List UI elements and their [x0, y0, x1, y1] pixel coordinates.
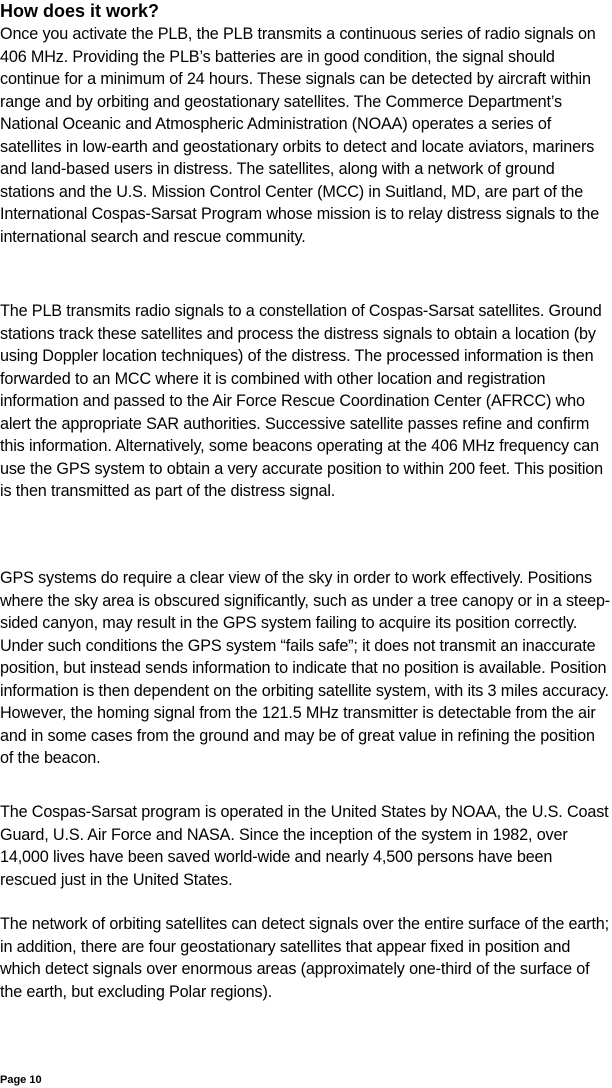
section-heading: How does it work? [0, 1, 160, 21]
paragraph-satellite-coverage: The network of orbiting satellites can detect signals over the entire surface of the earth; in addition, there are four geostationary satellites that appear fixed in position and which detect signals over enormous areas (approximately one-third of the surface of the earth, but excluding Polar regions). [0, 915, 610, 1001]
paragraph-program-operators: The Cospas-Sarsat program is operated in the United States by NOAA, the U.S. Coast Guard, U.S. Air Force and NASA. Since the inception of the system in 1982, over 14,000 lives have been saved world-wide and nearly 4,500 persons have been rescued just in the United States. [0, 803, 609, 889]
paragraph-activation: Once you activate the PLB, the PLB transmits a continuous series of radio signals on 406 MHz. Providing the PLB’s batteries are in good condition, the signal should continue for a minimum of 24 hours. These signals can be detected by aircraft within range and by orbiting and geostationary satellites. The Commerce Department’s National Oceanic and Atmospheric Administration (NOAA) operates a series of satellites in low-earth and geostationary orbits to detect and locate aviators, mariners and land-based users in distress. The satellites, along with a network of ground stations and the U.S. Mission Control Center (MCC) in Suitland, MD, are part of the International Cospas-Sarsat Program whose mission is to relay distress signals to the international search and rescue community. [0, 25, 600, 246]
page-number: Page 10 [0, 1074, 42, 1086]
paragraph-satellite-relay: The PLB transmits radio signals to a constellation of Cospas-Sarsat satellites. Ground stations track these satellites and process the distress signals to obtain a location (by using Doppler location techniques) of the distress. The processed information is then forwarded to an MCC where it is combined with other location and registration information and passed to the Air Force Rescue Coordination Center (AFRCC) who alert the appropriate SAR authorities. Successive satellite passes refine and confirm this information. Alternatively, some beacons operating at the 406 MHz frequency can use the GPS system to obtain a very accurate position to within 200 feet. This position is then transmitted as part of the distress signal. [0, 302, 604, 500]
paragraph-gps-requirements: GPS systems do require a clear view of the sky in order to work effectively. Positions where the sky area is obscured significantly, such as under a tree canopy or in a steep-sided canyon, may result in the GPS system failing to acquire its position correctly. Under such conditions the GPS system “fails safe”; it does not transmit an inaccurate position, but instead sends information to indicate that no position is available. Position information is then dependent on the orbiting satellite system, with its 3 miles accuracy. However, the homing signal from the 121.5 MHz transmitter is detectable from the air and in some cases from the ground and may be of great value in refining the position of the beacon. [0, 569, 611, 767]
